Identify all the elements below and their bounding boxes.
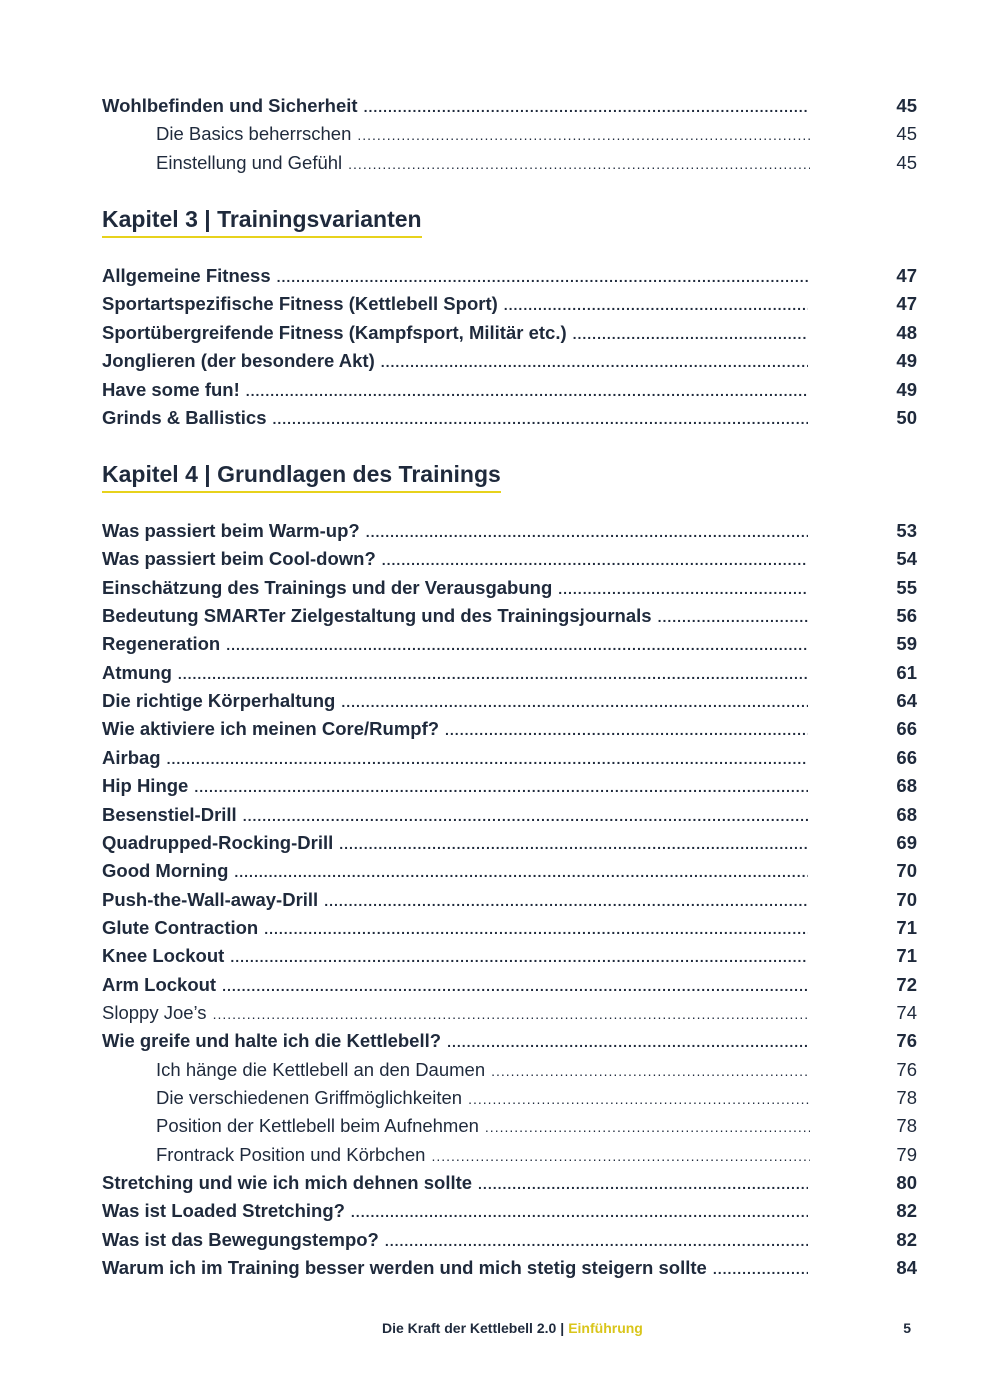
toc-leader-dots — [226, 631, 808, 658]
toc-entry-label: Stretching und wie ich mich dehnen sollte — [102, 1169, 478, 1197]
toc-entry-label-wrap — [102, 1226, 808, 1254]
toc-entry-label: Glute Contraction — [102, 914, 264, 942]
toc-entry-label-wrap — [156, 149, 810, 177]
toc-leader-dots — [222, 972, 808, 999]
toc-leader-dots — [485, 1113, 810, 1140]
toc-entry-label: Frontrack Position und Körbchen — [156, 1141, 431, 1169]
toc-leader-dots — [491, 1057, 810, 1084]
toc-entry[interactable] — [0, 772, 997, 800]
toc-entry[interactable] — [0, 857, 997, 885]
toc-leader-dots — [382, 546, 808, 573]
toc-entry-label: Ich hänge die Kettlebell an den Daumen — [156, 1056, 491, 1084]
toc-entry-page: 68 — [896, 803, 917, 825]
toc-leader-dots — [504, 291, 808, 318]
toc-entry-label: Einschätzung des Trainings und der Verausgabung — [102, 574, 558, 602]
toc-entry-page: 71 — [896, 945, 917, 967]
toc-entry-page: 55 — [896, 576, 917, 598]
toc-entry-page: 66 — [896, 718, 917, 740]
toc-entry[interactable] — [0, 574, 997, 602]
toc-entry-label: Wie greife und halte ich die Kettlebell? — [102, 1027, 447, 1055]
toc-entry-page: 76 — [896, 1030, 917, 1052]
toc-entry-page: 82 — [896, 1200, 917, 1222]
toc-entry-label-wrap — [102, 630, 808, 658]
footer-title — [382, 1317, 643, 1339]
toc-entry[interactable] — [0, 971, 997, 999]
toc-leader-dots — [246, 377, 808, 404]
toc-entry-page: 54 — [896, 548, 917, 570]
toc-leader-dots — [348, 150, 810, 177]
toc-entry-label-wrap — [102, 1254, 808, 1282]
toc-entry[interactable] — [0, 290, 997, 318]
toc-leader-dots — [243, 802, 808, 829]
toc-entry-label: Was ist Loaded Stretching? — [102, 1197, 351, 1225]
toc-entry-label: Sloppy Joe’s — [102, 999, 213, 1027]
toc-entry-page: 80 — [896, 1172, 917, 1194]
toc-entry-label: Jonglieren (der besondere Akt) — [102, 347, 381, 375]
toc-leader-dots — [167, 745, 808, 772]
toc-entry-page: 61 — [896, 661, 917, 683]
toc-entry-label-wrap — [102, 829, 808, 857]
toc-leader-dots — [468, 1085, 810, 1112]
toc-leader-dots — [364, 93, 808, 120]
toc-entry[interactable] — [0, 1254, 997, 1282]
chapter-4-heading: Kapitel 4 | Grundlagen des Trainings — [102, 459, 501, 493]
toc-entry-page: 82 — [896, 1228, 917, 1250]
footer-section: Einführung — [568, 1320, 643, 1336]
toc-entry[interactable] — [0, 1084, 997, 1112]
toc-entry[interactable] — [0, 262, 997, 290]
toc-leader-dots — [558, 575, 808, 602]
toc-entry-label-wrap — [102, 1197, 808, 1225]
toc-entry-label-wrap — [102, 1169, 808, 1197]
toc-entry-page: 78 — [896, 1115, 917, 1137]
toc-entry-page: 45 — [896, 95, 917, 116]
toc-entry[interactable] — [0, 659, 997, 687]
toc-entry-label-wrap — [102, 319, 808, 347]
toc-entry-page: 71 — [896, 916, 917, 938]
toc-entry-page: 49 — [896, 350, 917, 372]
footer-book-title: Die Kraft der Kettlebell 2.0 — [382, 1320, 557, 1336]
toc-entry-label: Atmung — [102, 659, 178, 687]
toc-entry-label: Die verschiedenen Griffmöglichkeiten — [156, 1084, 468, 1112]
toc-leader-dots — [351, 1198, 808, 1225]
toc-entry-page: 79 — [896, 1143, 917, 1165]
toc-entry[interactable] — [0, 630, 997, 658]
toc-leader-dots — [445, 716, 808, 743]
toc-entry-label: Die Basics beherrschen — [156, 120, 357, 148]
toc-entry-label: Grinds & Ballistics — [102, 404, 273, 432]
toc-entry[interactable] — [0, 914, 997, 942]
toc-entry-page: 66 — [896, 746, 917, 768]
toc-entry-label-wrap — [102, 942, 808, 970]
toc-leader-dots — [381, 348, 808, 375]
toc-entry[interactable] — [0, 715, 997, 743]
toc-entry-label-wrap — [102, 801, 808, 829]
toc-entry-label: Position der Kettlebell beim Aufnehmen — [156, 1112, 485, 1140]
toc-entry-label: Sportartspezifische Fitness (Kettlebell Sport) — [102, 290, 504, 318]
toc-entry-page: 84 — [896, 1257, 917, 1279]
toc-entry[interactable] — [0, 999, 997, 1027]
toc-entry-label: Was passiert beim Cool-down? — [102, 545, 382, 573]
toc-entry-label-wrap — [156, 120, 810, 148]
toc-entry[interactable] — [0, 1027, 997, 1055]
toc-entry-label: Sportübergreifende Fitness (Kampfsport, Militär etc.) — [102, 319, 573, 347]
toc-entry-page: 68 — [896, 775, 917, 797]
toc-leader-dots — [573, 320, 808, 347]
toc-entry-label-wrap — [102, 744, 808, 772]
chapter-3-heading: Kapitel 3 | Trainingsvarianten — [102, 204, 422, 238]
toc-entry[interactable] — [0, 1056, 997, 1084]
toc-entry-label-wrap — [102, 1027, 808, 1055]
toc-leader-dots — [713, 1255, 808, 1282]
toc-entry-label-wrap — [156, 1112, 810, 1140]
toc-entry-page: 45 — [896, 123, 917, 145]
toc-entry-label-wrap — [102, 574, 808, 602]
toc-entry-page: 47 — [896, 265, 917, 286]
toc-entry[interactable] — [0, 545, 997, 573]
toc-entry-label-wrap — [102, 545, 808, 573]
toc-entry-page: 48 — [896, 321, 917, 343]
toc-entry-label: Die richtige Körperhaltung — [102, 687, 341, 715]
toc-entry-label-wrap — [102, 602, 808, 630]
toc-leader-dots — [194, 773, 808, 800]
toc-entry-label-wrap — [102, 715, 808, 743]
toc-entry-label: Push-the-Wall-away-Drill — [102, 886, 324, 914]
footer-separator: | — [560, 1320, 565, 1336]
toc-entry[interactable] — [0, 120, 997, 148]
toc-entry-label-wrap — [102, 290, 808, 318]
toc-leader-dots — [341, 688, 808, 715]
toc-entry[interactable] — [0, 744, 997, 772]
page-footer — [0, 1317, 997, 1339]
toc-entry-label-wrap — [102, 376, 808, 404]
toc-leader-dots — [447, 1028, 808, 1055]
toc-entry[interactable] — [0, 1197, 997, 1225]
toc-entry[interactable] — [0, 404, 997, 432]
toc-entry[interactable] — [0, 1141, 997, 1169]
toc-entry[interactable] — [0, 942, 997, 970]
toc-leader-dots — [234, 858, 808, 885]
toc-entry-label: Arm Lockout — [102, 971, 222, 999]
toc-leader-dots — [273, 405, 809, 432]
toc-entry-page: 59 — [896, 633, 917, 655]
toc-entry-label: Was passiert beim Warm-up? — [102, 517, 366, 545]
toc-entry-label-wrap — [102, 914, 808, 942]
toc-leader-dots — [264, 915, 808, 942]
toc-leader-dots — [339, 830, 808, 857]
toc-leader-dots — [178, 660, 808, 687]
toc-entry-label-wrap — [102, 971, 808, 999]
toc-entry-label: Was ist das Bewegungstempo? — [102, 1226, 385, 1254]
toc-entry[interactable] — [0, 92, 997, 120]
toc-entry[interactable] — [0, 1169, 997, 1197]
toc-entry[interactable] — [0, 517, 997, 545]
toc-entry[interactable] — [0, 886, 997, 914]
toc-entry[interactable] — [0, 602, 997, 630]
toc-leader-dots — [431, 1142, 810, 1169]
toc-entry-label: Knee Lockout — [102, 942, 230, 970]
toc-leader-dots — [324, 887, 808, 914]
toc-entry-page: 47 — [896, 293, 917, 315]
toc-entry-label: Warum ich im Training besser werden und mich stetig steigern sollte — [102, 1254, 713, 1282]
toc-leader-dots — [658, 603, 808, 630]
toc-leader-dots — [230, 943, 808, 970]
toc-entry-label-wrap — [102, 857, 808, 885]
toc-entry-label-wrap — [102, 347, 808, 375]
toc-entry[interactable] — [0, 1112, 997, 1140]
toc-entry-label-wrap — [102, 687, 808, 715]
toc-entry-label: Einstellung und Gefühl — [156, 149, 348, 177]
toc-entry[interactable] — [0, 687, 997, 715]
toc-entry-page: 76 — [896, 1058, 917, 1080]
toc-leader-dots — [385, 1227, 808, 1254]
toc-entry-label-wrap — [156, 1141, 810, 1169]
toc-entry-label: Have some fun! — [102, 376, 246, 404]
toc-entry[interactable] — [0, 149, 997, 177]
toc-entry-page: 49 — [896, 378, 917, 400]
toc-entry-label-wrap — [156, 1084, 810, 1112]
toc-entry-page: 50 — [896, 407, 917, 428]
toc-entry[interactable] — [0, 829, 997, 857]
toc-entry-label-wrap — [102, 999, 808, 1027]
toc-entry-page: 69 — [896, 831, 917, 853]
toc-entry-label: Good Morning — [102, 857, 234, 885]
page-number: 5 — [903, 1320, 911, 1336]
toc-leader-dots — [478, 1170, 808, 1197]
toc-entry-label: Allgemeine Fitness — [102, 262, 277, 290]
toc-leader-dots — [213, 1000, 808, 1027]
toc-entry-label-wrap — [102, 886, 808, 914]
toc-entry[interactable] — [0, 376, 997, 404]
toc-entry-label: Besenstiel-Drill — [102, 801, 243, 829]
toc-leader-dots — [366, 518, 808, 545]
toc-entry-label-wrap — [102, 92, 808, 120]
toc-entry-page: 72 — [896, 973, 917, 995]
toc-entry-label-wrap — [102, 659, 808, 687]
toc-entry[interactable] — [0, 1226, 997, 1254]
toc-entry-page: 45 — [896, 151, 917, 173]
toc-entry-page: 70 — [896, 888, 917, 910]
toc-entry-page: 53 — [896, 520, 917, 541]
toc-entry-label: Regeneration — [102, 630, 226, 658]
toc-leader-dots — [277, 263, 808, 290]
toc-entry-page: 64 — [896, 690, 917, 712]
toc-entry-page: 70 — [896, 860, 917, 882]
toc-entry[interactable] — [0, 319, 997, 347]
toc-entry-label-wrap — [102, 772, 808, 800]
toc-entry-label-wrap — [156, 1056, 810, 1084]
toc-entry-label-wrap — [102, 404, 808, 432]
toc-entry-label: Wohlbefinden und Sicherheit — [102, 92, 364, 120]
toc-entry-label: Hip Hinge — [102, 772, 194, 800]
toc-entry-page: 74 — [896, 1001, 917, 1023]
toc-entry[interactable] — [0, 347, 997, 375]
toc-entry-label-wrap — [102, 262, 808, 290]
toc-entry-label: Quadrupped-Rocking-Drill — [102, 829, 339, 857]
toc-entry-label: Bedeutung SMARTer Zielgestaltung und des Trainingsjournals — [102, 602, 658, 630]
toc-entry-label-wrap — [102, 517, 808, 545]
toc-entry-page: 78 — [896, 1087, 917, 1108]
toc-leader-dots — [357, 121, 810, 148]
toc-entry-label: Wie aktiviere ich meinen Core/Rumpf? — [102, 715, 445, 743]
toc-entry[interactable] — [0, 801, 997, 829]
toc-entry-label: Airbag — [102, 744, 167, 772]
toc-entry-page: 56 — [896, 605, 917, 627]
